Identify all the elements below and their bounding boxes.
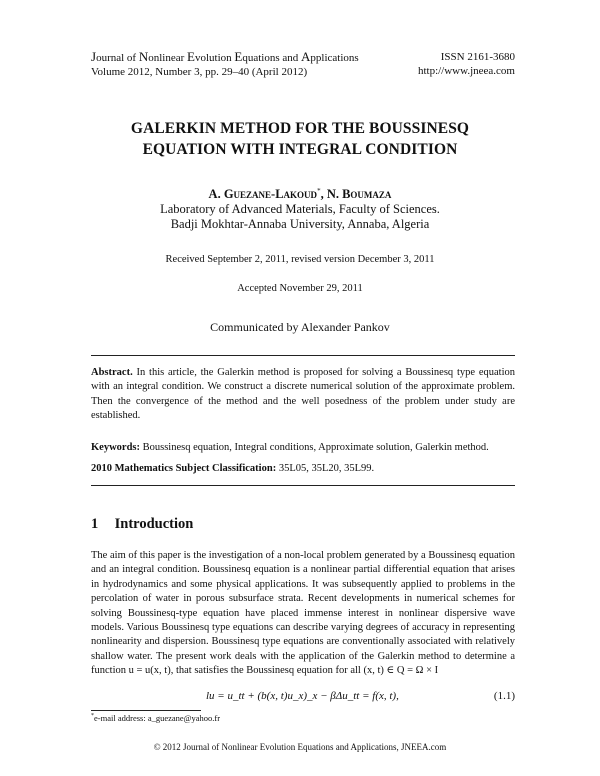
author-block — [60, 184, 540, 232]
msc-label: 2010 Mathematics Subject Classification: — [91, 463, 277, 474]
accepted-date: Accepted November 29, 2011 — [237, 283, 363, 294]
title-line: GALERKIN METHOD FOR THE BOUSSINESQ — [130, 120, 470, 137]
received-date: Received September 2, 2011, revised version December 3, 2011 — [165, 254, 435, 265]
journal-name-part: pplications — [310, 52, 359, 64]
footnote-marker[interactable]: * — [317, 187, 321, 195]
journal-meta — [418, 50, 515, 78]
volume-info: Volume 2012, Number 3, pp. 29–40 (April 2012) — [91, 66, 308, 78]
author-name: , N. Boumaza — [320, 187, 392, 202]
issn: ISSN 2161-3680 — [440, 51, 515, 63]
author-name: A. Guezane-Lakoud — [208, 187, 318, 202]
section-title: Introduction — [114, 516, 194, 532]
abstract-text: In this article, the Galerkin method is proposed for solving a Boussinesq type equation with an integral condition. We construct a discrete numerical solution of the approximate problem. Then the convergence of the method and the well posedness of the problem under study are established. — [91, 367, 515, 422]
keywords — [91, 441, 515, 455]
journal-name-part: quations and — [242, 52, 302, 64]
journal-name-part: ournal of — [96, 52, 139, 64]
footnote — [91, 713, 220, 723]
journal-name-cap: E — [234, 49, 243, 64]
journal-name-cap: J — [91, 49, 97, 64]
divider — [91, 355, 515, 356]
section-heading — [91, 516, 193, 533]
journal-header — [91, 50, 359, 79]
msc-text: 35L05, 35L20, 35L99. — [276, 463, 375, 474]
author-names — [60, 184, 540, 202]
journal-name — [91, 50, 359, 65]
journal-name-cap: A — [301, 49, 311, 64]
footnote-rule — [91, 710, 201, 711]
journal-name-cap: N — [138, 49, 149, 64]
footnote-star: * — [91, 713, 94, 720]
intro-paragraph: The aim of this paper is the investigation of a non-local problem generated by a Boussinesq equation and an integral condition. Boussinesq equation is a nonlinear partial differential equation that arises in hydrodynamics and some physical applications. It was subsequently applied to problems in the percolation of water in porous subsurface strata. Recent developments in numerical schemes for solving Boussinesq-type equation have placed immense interest in nonlinear dispersive wave models. Various Boussinesq type equations can describe varying degrees of accuracy in representing nonlinearity and dispersion. Boussinesq type equations are conventionally associated with relatively shallow water. The present work deals with the application of the Galerkin method to determine a function u = u(x, t), that satisfies the Boussinesq equation for all (x, t) ∈ Q = Ω × I — [91, 550, 515, 677]
title-line: EQUATION WITH INTEGRAL CONDITION — [142, 141, 458, 158]
journal-name-part: onlinear — [148, 52, 188, 64]
journal-name-part: volution — [194, 52, 235, 64]
footnote-text: e-mail address: a_guezane@yahoo.fr — [94, 713, 221, 723]
abstract-label: Abstract. — [91, 367, 133, 378]
keywords-text: Boussinesq equation, Integral conditions, Approximate solution, Galerkin method. — [140, 442, 489, 453]
section-number: 1 — [91, 516, 99, 532]
abstract — [91, 366, 515, 424]
affiliation: Laboratory of Advanced Materials, Faculty of Sciences. — [160, 202, 440, 217]
affiliation: Badji Mokhtar-Annaba University, Annaba, Algeria — [170, 217, 430, 232]
journal-url[interactable]: http://www.jneea.com — [417, 65, 515, 77]
divider — [91, 485, 515, 486]
equation-formula: lu = u_tt + (b(x, t)u_x)_x − βΔu_tt = f(x, t), — [206, 690, 399, 702]
paper-title — [60, 118, 540, 160]
communicated-by: Communicated by Alexander Pankov — [210, 320, 390, 334]
page-footer: © 2012 Journal of Nonlinear Evolution Equations and Applications, JNEEA.com — [153, 742, 447, 752]
equation-label: (1.1) — [493, 690, 515, 702]
keywords-label: Keywords: — [91, 442, 140, 453]
msc-classification — [91, 462, 515, 476]
journal-name-cap: E — [187, 49, 195, 64]
